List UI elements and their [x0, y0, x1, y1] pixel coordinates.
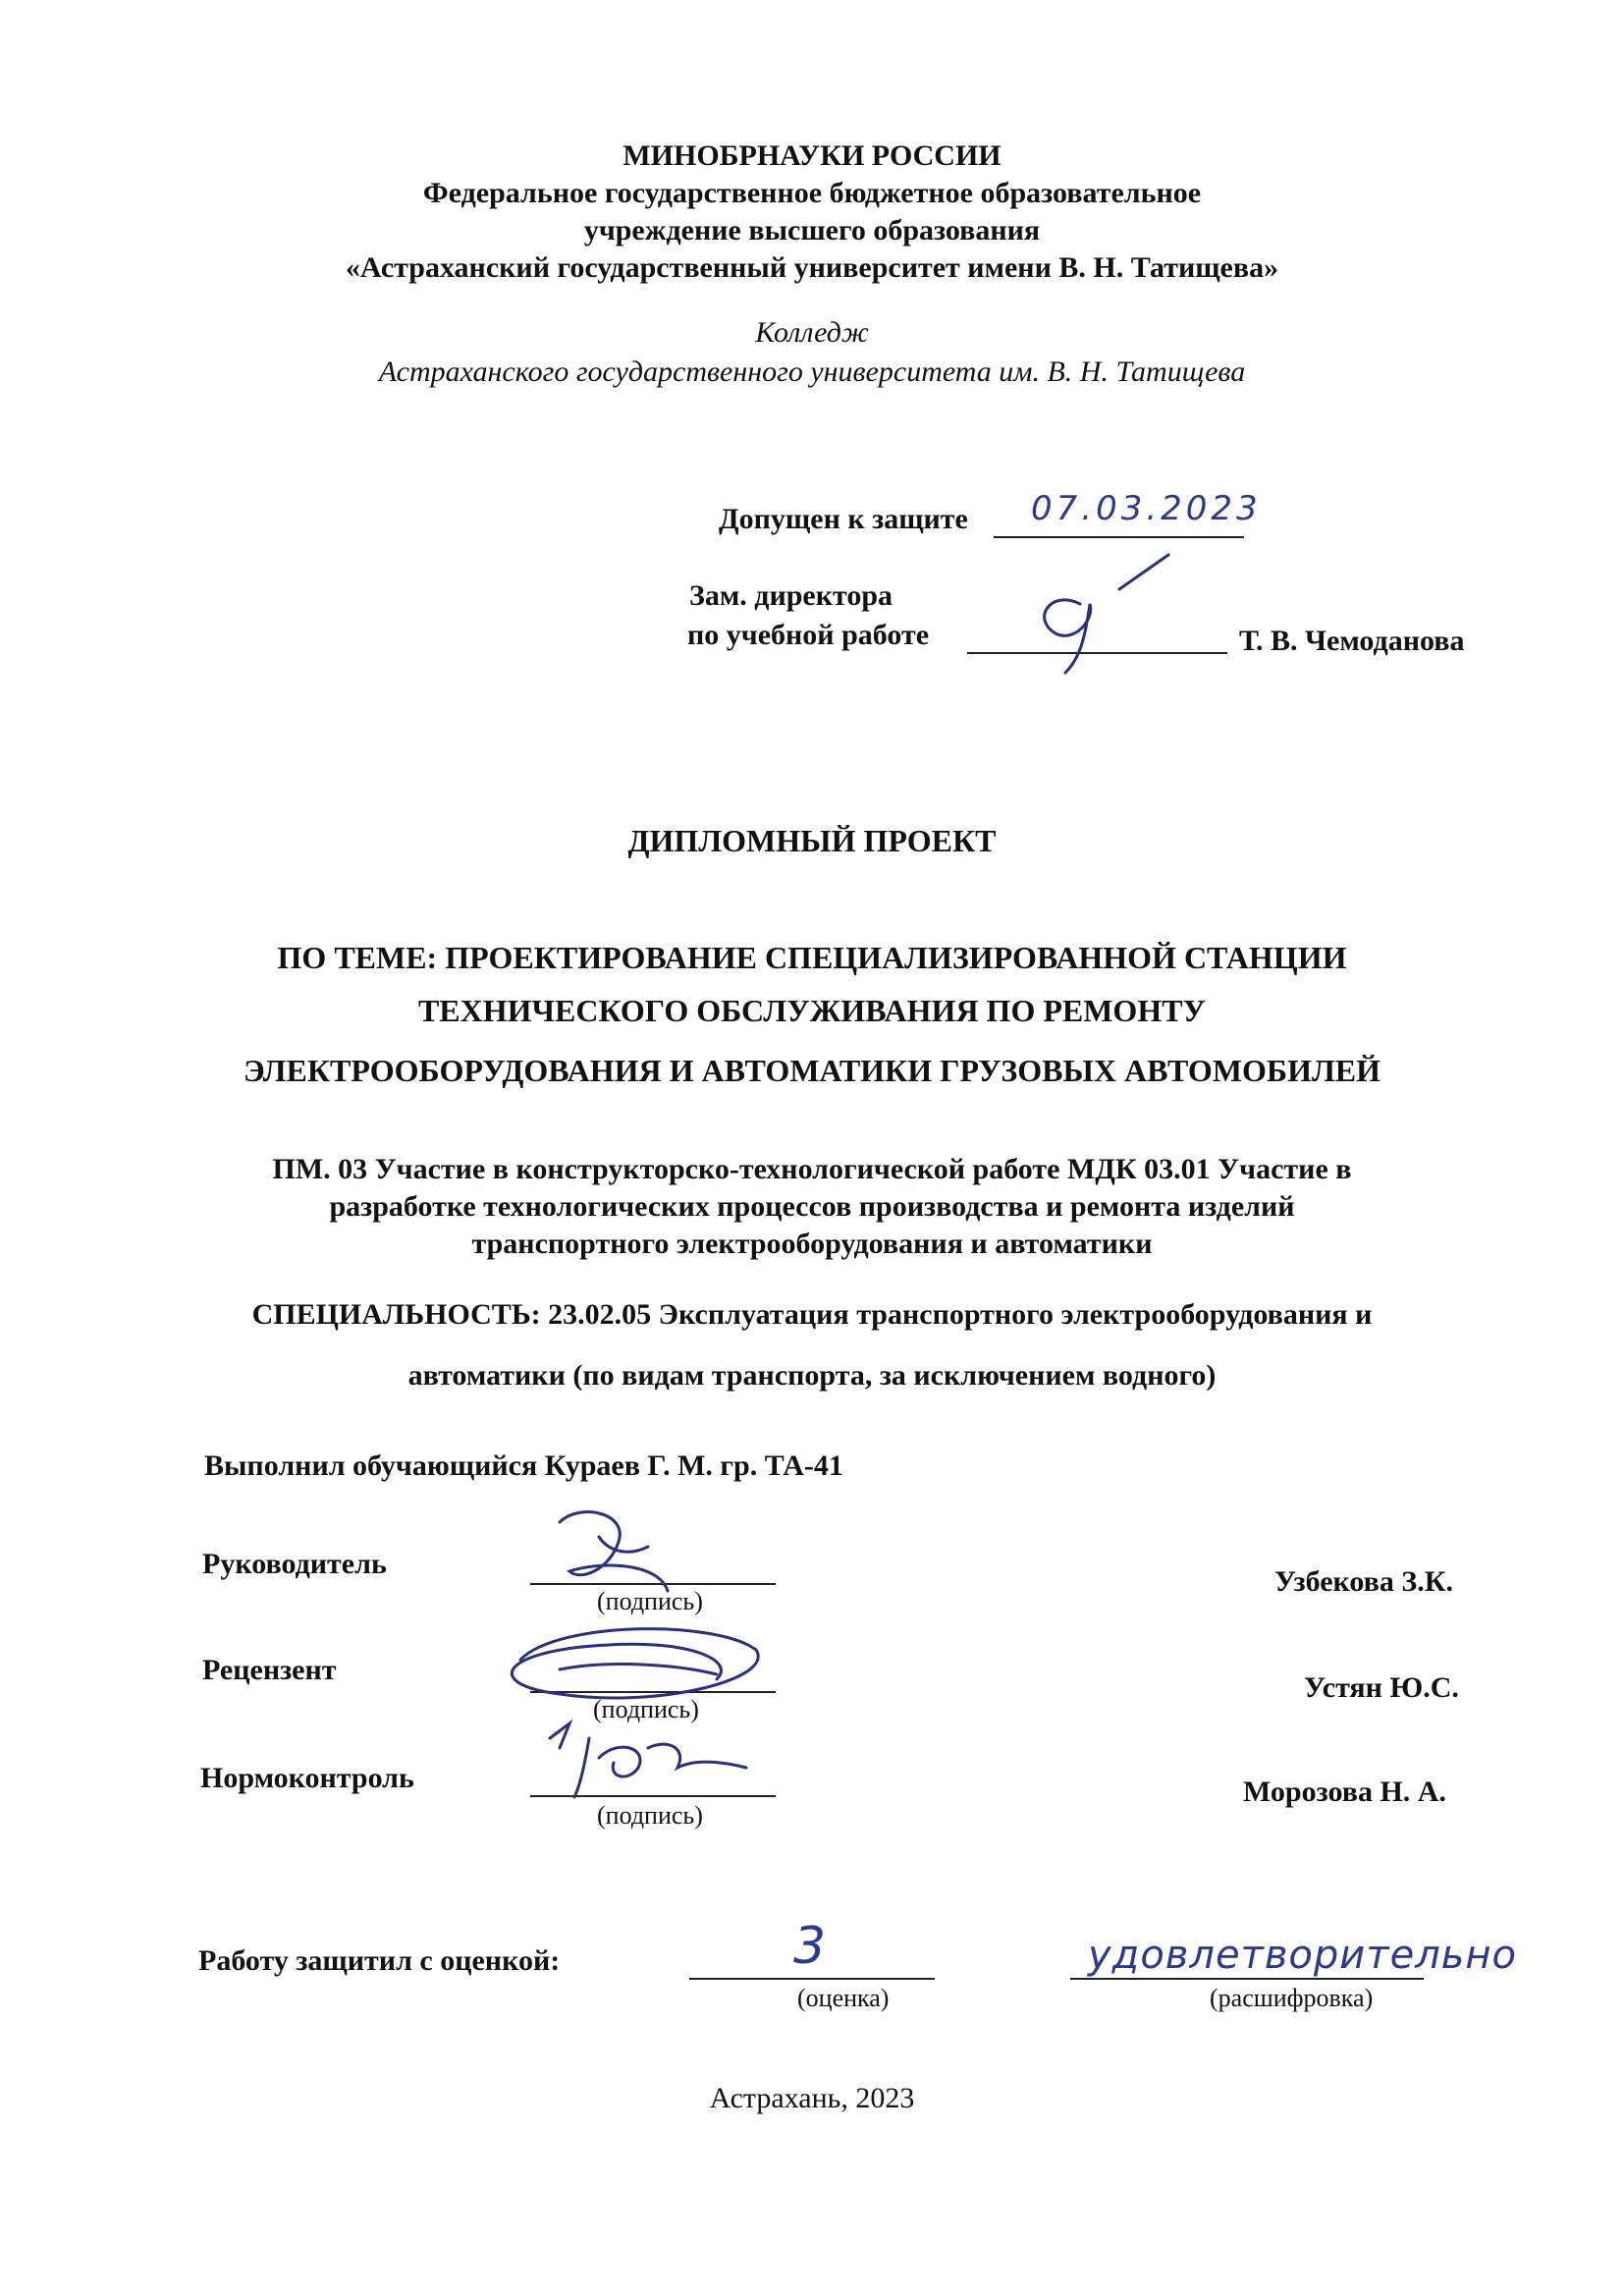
module-line-2: разработке технологических процессов производства и ремонта изделий [329, 1190, 1295, 1223]
admitted-date: 07.03.2023 [1031, 489, 1262, 528]
performer-line: Выполнил обучающийся Кураев Г. М. гр. ТА-41 [204, 1449, 843, 1482]
org-line-2: учреждение высшего образования [583, 214, 1041, 246]
admitted-label: Допущен к защите [719, 503, 968, 535]
city-year: Астрахань, 2023 [709, 2082, 915, 2114]
college-line-2: Астраханского государственного университета им. В. Н. Татищева [378, 355, 1246, 388]
specialty-line-2: автоматики (по видам транспорта, за исключением водного) [407, 1359, 1217, 1392]
defense-label: Работу защитил с оценкой: [198, 1944, 561, 1977]
deputy-line-2: по учебной работе [687, 619, 930, 651]
college-line-1: Колледж [755, 316, 869, 349]
normcontrol-signature [530, 1709, 766, 1807]
grade-line [689, 1978, 935, 1980]
grade-text-caption: (расшифровка) [1210, 1984, 1374, 2012]
reviewer-sign-caption: (подпись) [593, 1695, 699, 1723]
topic-line-1: ПО ТЕМЕ: ПРОЕКТИРОВАНИЕ СПЕЦИАЛИЗИРОВАННОЙ СТАНЦИИ [277, 940, 1347, 975]
deputy-signature [1011, 550, 1208, 678]
specialty-line-1: СПЕЦИАЛЬНОСТЬ: 23.02.05 Эксплуатация транспортного электрооборудования и [251, 1298, 1373, 1331]
topic-line-3: ЭЛЕКТРООБОРУДОВАНИЯ И АВТОМАТИКИ ГРУЗОВЫХ АВТОМОБИЛЕЙ [243, 1053, 1381, 1088]
ministry-title: МИНОБРНАУКИ РОССИИ [623, 139, 1001, 172]
reviewer-name: Устян Ю.С. [1304, 1671, 1459, 1704]
supervisor-sign-caption: (подпись) [597, 1587, 703, 1615]
module-line-3: транспортного электрооборудования и автоматики [471, 1228, 1153, 1260]
normcontrol-sign-caption: (подпись) [597, 1801, 703, 1830]
grade-value: 3 [793, 1917, 827, 1976]
grade-caption: (оценка) [797, 1984, 890, 2012]
topic-line-2: ТЕХНИЧЕСКОГО ОБСЛУЖИВАНИЯ ПО РЕМОНТУ [417, 993, 1207, 1028]
grade-text-line [1070, 1978, 1424, 1980]
normcontrol-label: Нормоконтроль [200, 1762, 414, 1794]
normcontrol-name: Морозова Н. А. [1243, 1776, 1446, 1808]
grade-text: удовлетворительно [1088, 1933, 1517, 1978]
deputy-name: Т. В. Чемоданова [1239, 625, 1465, 657]
deputy-line-1: Зам. директора [689, 579, 893, 612]
org-line-1: Федеральное государственное бюджетное образовательное [422, 177, 1202, 209]
module-line-1: ПМ. 03 Участие в конструкторско-технологической работе МДК 03.01 Участие в [272, 1153, 1352, 1185]
supervisor-name: Узбекова З.К. [1274, 1565, 1453, 1598]
admitted-date-line [994, 536, 1244, 538]
reviewer-label: Рецензент [202, 1654, 337, 1686]
project-heading: ДИПЛОМНЫЙ ПРОЕКТ [627, 823, 997, 858]
supervisor-label: Руководитель [202, 1548, 387, 1580]
org-line-3: «Астраханский государственный университет имени В. Н. Татищева» [345, 251, 1279, 284]
